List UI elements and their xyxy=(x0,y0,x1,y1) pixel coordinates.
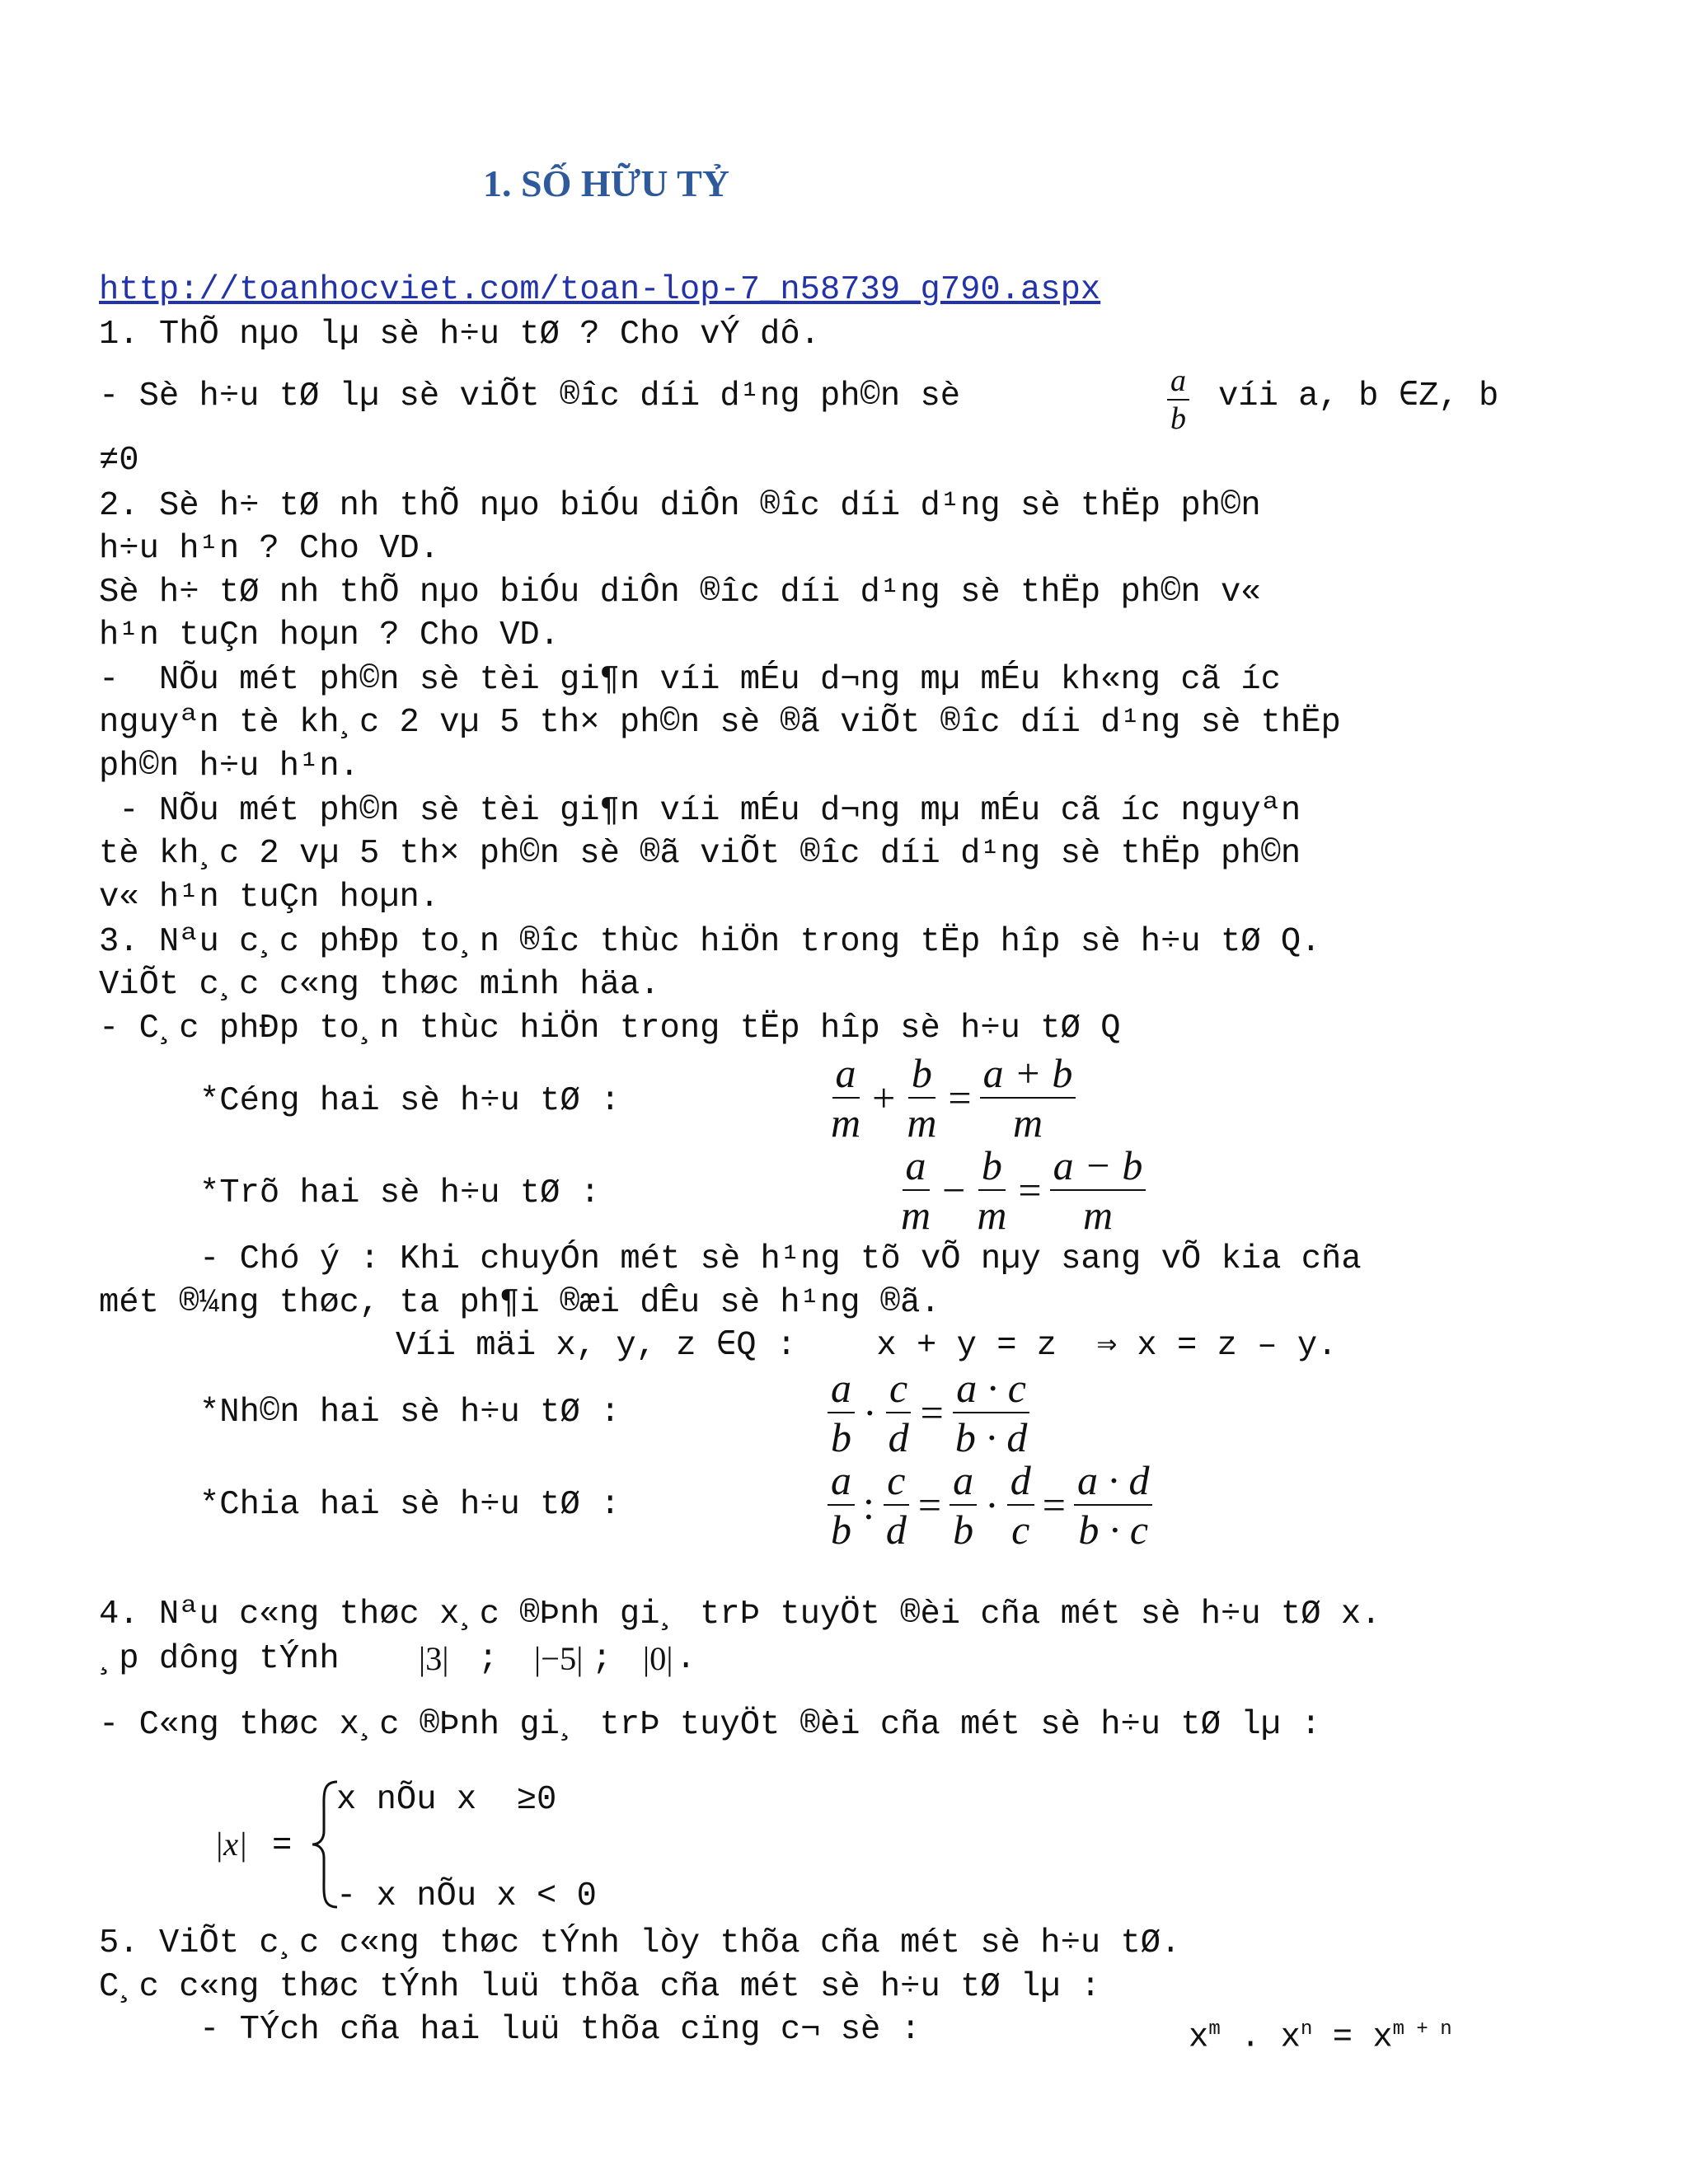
addition-label: *Céng hai sè h÷u tØ : xyxy=(199,1082,621,1120)
division-label: *Chia hai sè h÷u tØ : xyxy=(199,1486,621,1524)
answer-2-line-3: ph©n h÷u h¹n. xyxy=(99,748,359,785)
power-product-label: - TÝch cña hai luü thõa cïng c¬ sè : xyxy=(199,2011,921,2049)
source-link[interactable]: http://toanhocviet.com/toan-lop-7_n58739_g790.aspx xyxy=(99,271,1101,309)
question-3-cont: ViÕt c¸c c«ng thøc minh häa. xyxy=(99,966,660,1004)
note-line-2: mét ®¼ng thøc, ta ph¶i ®æi dÊu sè h¹ng ®ã. xyxy=(99,1284,940,1322)
semicolon-2: ; xyxy=(592,1640,612,1678)
answer-1-condition: víi a, b ∈Z, b xyxy=(1218,377,1499,415)
power-product-formula: $x^m$ . $x^n = x^{m + n}$ xyxy=(1189,2018,1452,2057)
question-2-cont: h÷u h¹n ? Cho VD. xyxy=(99,530,440,568)
question-2b-cont: h¹n tuÇn hoµn ? Cho VD. xyxy=(99,616,560,654)
answer-4-intro: - C«ng thøc x¸c ®Þnh gi¸ trÞ tuyÖt ®èi cña mét sè h÷u tØ lµ : xyxy=(99,1706,1321,1744)
multiplication-label: *Nh©n hai sè h÷u tØ : xyxy=(199,1394,621,1432)
fraction-a-over-b: a b xyxy=(1164,363,1193,437)
answer-2-line-4: - NÕu mét ph©n sè tèi gi¶n víi mÉu d¬ng mµ mÉu cã íc nguyªn xyxy=(99,792,1301,830)
subtraction-formula: a m − $\frac{b}{m}$ = $\frac{a - b}{m}$ xyxy=(894,1141,1149,1239)
question-1: 1. ThÕ nµo lµ sè h÷u tØ ? Cho vÝ dô. xyxy=(99,316,820,354)
question-2b: Sè h÷ tØ nh thÕ nµo biÓu diÔn ®îc díi d¹ng sè thËp ph©n v« xyxy=(99,574,1261,612)
answer-2-line-6: v« h¹n tuÇn hoµn. xyxy=(99,879,440,916)
question-2: 2. Sè h÷ tØ nh thÕ nµo biÓu diÔn ®îc díi d¹ng sè thËp ph©n xyxy=(99,487,1261,525)
question-4-apply: ¸p dông tÝnh xyxy=(99,1640,340,1678)
abs-minus-5: |−5| xyxy=(534,1640,584,1677)
multiplication-formula: a b · $\frac{c}{d}$ = $\frac{a \cdot c}{b \cdot d}$ xyxy=(824,1364,1034,1461)
question-4: 4. Nªu c«ng thøc x¸c ®Þnh gi¸ trÞ tuyÖt ®èi cña mét sè h÷u tØ x. xyxy=(99,1596,1381,1633)
division-formula: a b : $\frac{c}{d}$ = $\frac{a}{b}$ · $\frac{d}{c}$ = $\frac{a \cdot d}{b \cdot c}$ xyxy=(824,1456,1156,1554)
semicolon-1: ; xyxy=(478,1640,499,1678)
abs-x-lhs: |x| xyxy=(214,1825,248,1863)
abs-3: |3| xyxy=(419,1640,449,1677)
period: . xyxy=(676,1640,696,1678)
note-line-1: - Chó ý : Khi chuyÓn mét sè h¹ng tõ vÕ nµy sang vÕ kia cña xyxy=(199,1240,1362,1278)
abs-case-negative: - x nÕu x < 0 xyxy=(336,1877,597,1915)
question-5: 5. ViÕt c¸c c«ng thøc tÝnh lòy thõa cña mét sè h÷u tØ. xyxy=(99,1924,1181,1962)
page-title: 1. SỐ HỮU TỶ xyxy=(483,162,730,204)
answer-5-intro: C¸c c«ng thøc tÝnh luü thõa cña mét sè h÷u tØ lµ : xyxy=(99,1968,1101,2006)
answer-1-condition-2: ≠0 xyxy=(99,442,139,480)
note-formula: Víi mäi x, y, z ∈Q : x + y = z ⇒ x = z – y. xyxy=(396,1327,1338,1365)
abs-equals: = xyxy=(272,1827,293,1865)
answer-1-text: - Sè h÷u tØ lµ sè viÕt ®îc díi d¹ng ph©n sè xyxy=(99,377,961,415)
answer-2-line-2: nguyªn tè kh¸c 2 vµ 5 th× ph©n sè ®ã viÕt ®îc díi d¹ng sè thËp xyxy=(99,704,1341,742)
question-3: 3. Nªu c¸c phÐp to¸n ®îc thùc hiÖn trong tËp hîp sè h÷u tØ Q. xyxy=(99,923,1321,961)
answer-2-line-5: tè kh¸c 2 vµ 5 th× ph©n sè ®ã viÕt ®îc díi d¹ng sè thËp ph©n xyxy=(99,835,1301,873)
subtraction-label: *Trõ hai sè h÷u tØ : xyxy=(199,1174,601,1212)
addition-formula: a m + $\frac{b}{m}$ = $\frac{a + b}{m}$ xyxy=(824,1049,1079,1146)
abs-case-positive: x nÕu x ≥0 xyxy=(336,1781,557,1819)
answer-3-intro: - C¸c phÐp to¸n thùc hiÖn trong tËp hîp sè h÷u tØ Q xyxy=(99,1010,1121,1047)
answer-2-line-1: - NÕu mét ph©n sè tèi gi¶n víi mÉu d¬ng mµ mÉu kh«ng cã íc xyxy=(99,661,1281,699)
abs-0: |0| xyxy=(643,1640,673,1677)
